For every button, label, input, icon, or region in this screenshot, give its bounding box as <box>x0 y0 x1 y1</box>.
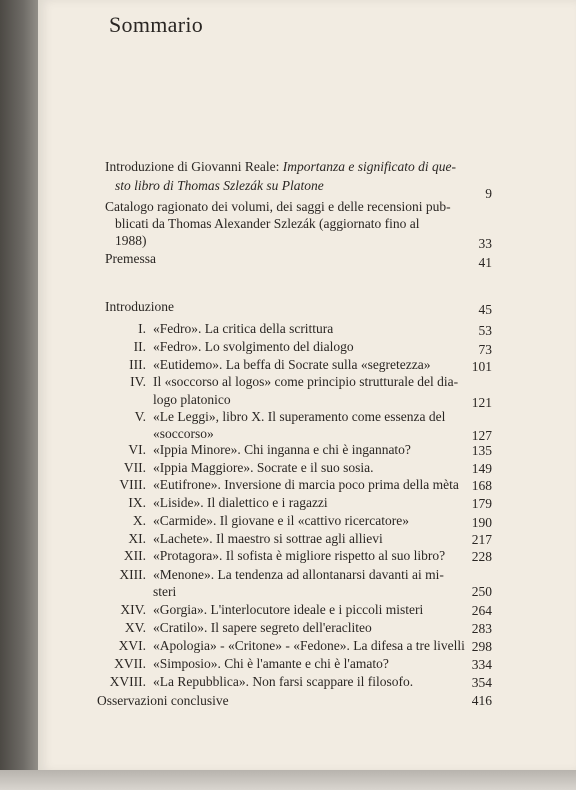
toc-entry-page: 9 <box>485 186 492 201</box>
chapter-number: V. <box>134 409 146 424</box>
chapter-title: «Cratilo». Il sapere segreto dell'eracliteo <box>153 620 372 635</box>
chapter-number: XIV. <box>120 602 146 617</box>
chapter-title: «Ippia Minore». Chi inganna e chi è ingannato? <box>153 442 411 457</box>
chapter-page: 264 <box>471 603 492 618</box>
toc-entry-text-continued: blicati da Thomas Alexander Szlezák (aggiornato fino al <box>115 216 420 231</box>
chapter-number: IV. <box>130 374 146 389</box>
toc-entry-text: Introduzione di Giovanni Reale: Importanza e significato di que- <box>105 159 456 174</box>
chapter-title: «Fedro». Lo svolgimento del dialogo <box>153 339 354 354</box>
chapter-page: 283 <box>471 621 492 636</box>
toc-entry-text-continued: sto libro di Thomas Szlezák su Platone <box>115 178 324 193</box>
page-title: Sommario <box>109 12 204 37</box>
chapter-page: 190 <box>471 515 492 530</box>
chapter-title: Il «soccorso al logos» come principio strutturale del dia- <box>153 374 459 389</box>
chapter-title: «Menone». La tendenza ad allontanarsi davanti ai mi- <box>153 567 444 582</box>
chapter-title: «Eutifrone». Inversione di marcia poco prima della mèta <box>153 477 459 492</box>
chapter-title-continued: logo platonico <box>153 392 231 407</box>
page-bottom-edge <box>0 770 576 790</box>
chapter-number: VI. <box>128 442 146 457</box>
chapter-number: XVI. <box>118 638 146 653</box>
chapter-page: 298 <box>471 639 492 654</box>
toc-entry-page: 41 <box>478 255 492 270</box>
chapter-number: II. <box>133 339 146 354</box>
chapter-page: 168 <box>471 478 492 493</box>
chapter-title: «Lachete». Il maestro si sottrae agli allievi <box>153 531 383 546</box>
chapter-title: «Gorgia». L'interlocutore ideale e i piccoli misteri <box>153 602 424 617</box>
chapter-number: III. <box>129 357 146 372</box>
chapter-title: «Le Leggi», libro X. Il superamento come essenza del <box>153 409 446 424</box>
chapter-page: 135 <box>471 443 492 458</box>
chapter-title: «Fedro». La critica della scrittura <box>153 321 334 336</box>
chapter-title-continued: «soccorso» <box>153 426 214 441</box>
chapter-title: «Apologia» - «Critone» - «Fedone». La difesa a tre livelli <box>153 638 465 653</box>
chapter-number: XII. <box>123 548 146 563</box>
chapter-title: «Protagora». Il sofista è migliore rispetto al suo libro? <box>153 548 446 563</box>
book-spine-shadow <box>0 0 42 790</box>
chapter-number: XVIII. <box>109 674 146 689</box>
toc-entry-text-continued: 1988) <box>115 233 147 248</box>
chapter-page: 179 <box>471 496 492 511</box>
chapter-number: XIII. <box>119 567 146 582</box>
chapter-title: «Simposio». Chi è l'amante e chi è l'amato? <box>153 656 389 671</box>
toc-entry-text: Osservazioni conclusive <box>97 693 229 708</box>
chapter-number: VIII. <box>119 477 146 492</box>
toc-entry-text: Introduzione <box>105 299 174 314</box>
chapter-page: 53 <box>478 323 492 338</box>
toc-entry-page: 45 <box>478 302 492 317</box>
chapter-page: 250 <box>471 584 492 599</box>
chapter-number: XI. <box>128 531 146 546</box>
toc-entry-page: 33 <box>478 236 492 251</box>
chapter-number: XV. <box>124 620 146 635</box>
chapter-number: I. <box>138 321 146 336</box>
chapter-number: VII. <box>123 460 146 475</box>
chapter-number: XVII. <box>114 656 146 671</box>
chapter-page: 217 <box>471 532 492 547</box>
chapter-title-continued: steri <box>153 584 177 599</box>
chapter-number: IX. <box>128 495 146 510</box>
chapter-page: 73 <box>478 342 492 357</box>
chapter-title: «Ippia Maggiore». Socrate e il suo sosia. <box>153 460 374 475</box>
chapter-title: «Eutidemo». La beffa di Socrate sulla «segretezza» <box>153 357 431 372</box>
chapter-title: «La Repubblica». Non farsi scappare il filosofo. <box>153 674 414 689</box>
chapter-title: «Carmide». Il giovane e il «cattivo ricercatore» <box>153 513 410 528</box>
chapter-page: 228 <box>471 549 492 564</box>
toc-entry-page: 416 <box>471 693 492 708</box>
chapter-page: 127 <box>471 428 492 443</box>
chapter-page: 121 <box>471 395 492 410</box>
chapter-number: X. <box>132 513 146 528</box>
chapter-title: «Liside». Il dialettico e i ragazzi <box>153 495 328 510</box>
chapter-page: 334 <box>471 657 492 672</box>
chapter-page: 354 <box>471 675 492 690</box>
chapter-page: 149 <box>471 461 492 476</box>
chapter-page: 101 <box>471 359 492 374</box>
toc-entry-text: Catalogo ragionato dei volumi, dei saggi e delle recensioni pub- <box>105 199 451 214</box>
toc-entry-text: Premessa <box>105 251 156 266</box>
